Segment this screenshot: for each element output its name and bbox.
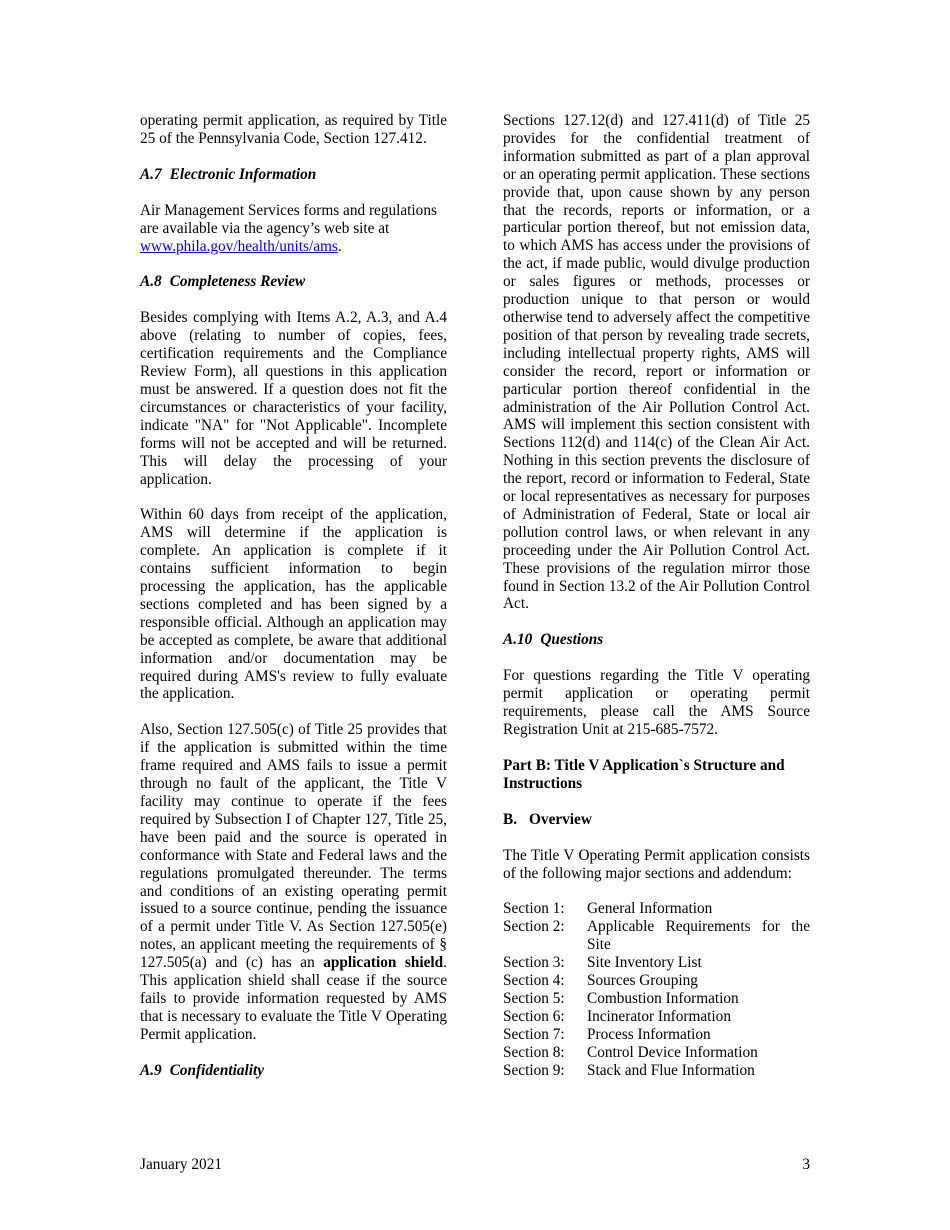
section-list-item — [503, 918, 810, 954]
section-label: Section 9: — [503, 1061, 565, 1079]
heading-a9-number: A.9 — [140, 1061, 162, 1079]
left-column — [140, 112, 447, 1098]
section-title: Site Inventory List — [587, 954, 702, 972]
page-number: 3 — [802, 1156, 810, 1173]
section-label: Section 6: — [503, 1007, 565, 1025]
a8-paragraph-2: Within 60 days from receipt of the application, AMS will determine if the application is complete. An application is complete if it contains sufficient information to begin processing the application, has the applicable sections completed and has been signed by a responsible official. Although an application may be accepted as complete, be aware that additional information and/or documentation may be required during AMS's review to fully evaluate the application. — [140, 506, 447, 703]
section-label: Section 3: — [503, 954, 565, 972]
section-label: Section 2: — [503, 918, 565, 936]
section-list-item — [503, 1044, 810, 1062]
section-title: Combustion Information — [587, 989, 739, 1007]
a7-text: Air Management Services forms and regulations are available via the agency’s web site at — [140, 201, 437, 237]
heading-a10-number: A.10 — [503, 631, 533, 649]
a7-period: . — [337, 237, 342, 255]
heading-b-title: Overview — [529, 810, 592, 828]
heading-a8-title: Completeness Review — [169, 273, 306, 291]
section-title: General Information — [587, 900, 713, 918]
heading-b-number: B. — [503, 810, 518, 828]
section-list — [503, 900, 810, 1079]
a8-paragraph-3 — [140, 721, 447, 1043]
section-title: Process Information — [587, 1025, 711, 1043]
a10-paragraph: For questions regarding the Title V operating permit application or operating permit requirements, please call the AMS Source Registration Unit at 215-685-7572. — [503, 667, 810, 738]
a7-paragraph — [140, 202, 447, 256]
section-label: Section 4: — [503, 972, 565, 990]
part-b-heading: Part B: Title V Application`s Structure and Instructions — [503, 756, 785, 792]
section-list-item — [503, 900, 810, 918]
heading-a9-title: Confidentiality — [169, 1061, 265, 1079]
intro-paragraph: operating permit application, as required by Title 25 of the Pennsylvania Code, Section 127.412. — [140, 112, 447, 147]
section-title: Incinerator Information — [587, 1007, 731, 1025]
section-list-item — [503, 1008, 810, 1026]
section-label: Section 7: — [503, 1025, 565, 1043]
heading-a7-title: Electronic Information — [169, 165, 317, 183]
section-list-item — [503, 1026, 810, 1044]
section-title: Control Device Information — [587, 1043, 758, 1061]
a8-paragraph-3-start: Also, Section 127.505(c) of Title 25 provides that if the application is submitted within the time frame required and AMS fails to issue a permit through no fault of the applicant, the Title V facility may continue to operate if the fees required by Subsection I of Chapter 127, Title 25, have been paid and the source is operated in conformance with State and Federal laws and the regulations promulgated thereunder. The terms and conditions of an existing operating permit issued to a source continue, pending the issuance of a permit under Title V. As Section 127.505(e) notes, an applicant meeting the requirements of § 127.505(a) and (c) has an — [140, 721, 447, 972]
section-title: Stack and Flue Information — [587, 1061, 755, 1079]
b-paragraph: The Title V Operating Permit application consists of the following major sections and addendum: — [503, 846, 810, 882]
section-title: Sources Grouping — [587, 972, 698, 990]
heading-b-overview — [503, 811, 810, 829]
section-label: Section 1: — [503, 900, 565, 918]
heading-a7-number: A.7 — [140, 165, 162, 183]
section-list-item — [503, 990, 810, 1008]
heading-a7 — [140, 166, 447, 184]
heading-a8-number: A.8 — [140, 273, 162, 291]
section-label: Section 5: — [503, 989, 565, 1007]
footer-date: January 2021 — [140, 1156, 222, 1173]
heading-a10-title: Questions — [540, 631, 604, 649]
section-list-item — [503, 954, 810, 972]
a8-paragraph-3-end: . This application shield shall cease if the source fails to provide information requested by AMS that is necessary to evaluate the Title V Operating Permit application. — [140, 954, 447, 1043]
section-list-item — [503, 1062, 810, 1080]
ams-website-link[interactable]: www.phila.gov/health/units/ams — [140, 237, 338, 255]
heading-a9 — [140, 1062, 447, 1080]
a9-paragraph: Sections 127.12(d) and 127.411(d) of Title 25 provides for the confidential treatment of information submitted as part of a plan approval or an operating permit application. These sections provide that, upon cause shown by any person that the records, reports or information, or a particular portion thereof, but not emission data, to which AMS has access under the provisions of the act, if made public, would divulge production or sales figures or methods, processes or production unique to that person or would otherwise tend to adversely affect the competitive position of that person by revealing trade secrets, including intellectual property rights, AMS will consider the record, report or information or particular portion thereof confidential in the administration of the Air Pollution Control Act. AMS will implement this section consistent with Sections 112(d) and 114(c) of the Clean Air Act. Nothing in this section prevents the disclosure of the report, record or information to Federal, State or local representatives as necessary for purposes of Administration of Federal, State or local air pollution control laws, or when relevant in any proceeding under the Air Pollution Control Act. These provisions of the regulation mirror those found in Section 13.2 of the Air Pollution Control Act. — [503, 112, 810, 613]
application-shield-term: application shield — [323, 954, 444, 972]
a8-paragraph-1: Besides complying with Items A.2, A.3, and A.4 above (relating to number of copies, fees, certification requirements and the Compliance Review Form), all questions in this application must be answered. If a question does not fit the circumstances or characteristics of your facility, indicate "NA" for "Not Applicable". Incomplete forms will not be accepted and will be returned. This will delay the processing of your application. — [140, 309, 447, 488]
section-title: Applicable Requirements for the Site — [587, 918, 810, 954]
section-label: Section 8: — [503, 1043, 565, 1061]
right-column — [503, 112, 810, 1080]
heading-a10 — [503, 631, 810, 649]
section-list-item — [503, 972, 810, 990]
heading-a8 — [140, 273, 447, 291]
